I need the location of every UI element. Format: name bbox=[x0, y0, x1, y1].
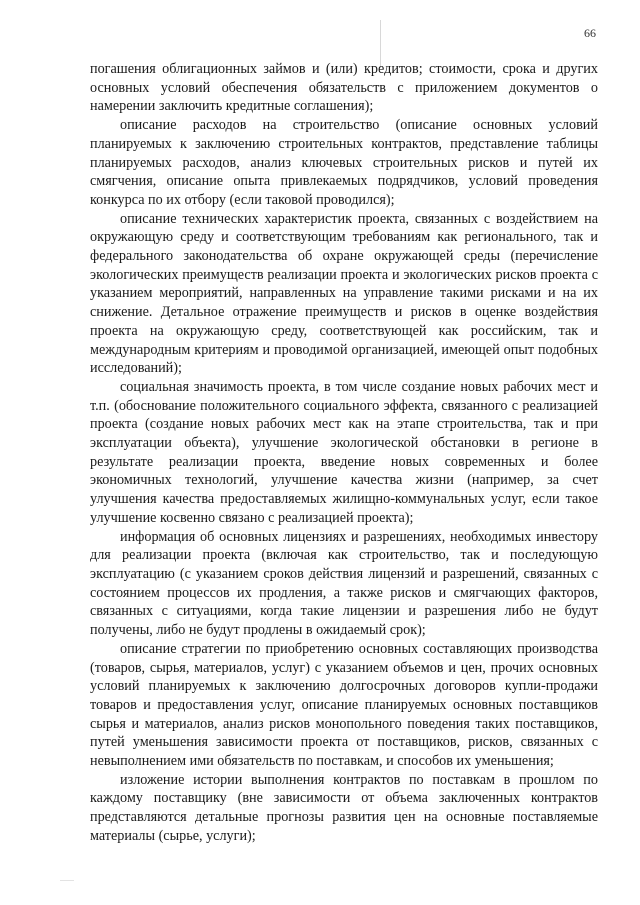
paragraph: погашения облигационных займов и (или) кредитов; стоимости, срока и других основных условий обеспечения обязательств с приложением документов о намерении заключить кредитные соглашения); bbox=[90, 61, 598, 115]
scan-artifact bbox=[60, 880, 74, 881]
paragraph: описание технических характеристик проекта, связанных с воздействием на окружающую среду и соответствующим требованиям как регионального, так и федерального законодательства об охране окружающей среды (перечисление экологических преимуществ реализации проекта и экологических рисков проекта с указанием мероприятий, направленных на управление такими рисками и на их снижение. Детальное отражение преимуществ и рисков в оценке воздействия проекта на окружающую среду, соответствующей как российским, так и международным критериям и проводимой организацией, имеющей опыт подобных исследований); bbox=[90, 210, 598, 377]
paragraph: описание стратегии по приобретению основных составляющих производства (товаров, сырья, материалов, услуг) с указанием объемов и цен, прочих основных условий планируемых к заключению долгосрочных договоров купли-продажи товаров и предоставления услуг, описание планируемых основных поставщиков сырья и материалов, анализ рисков монопольного поведения таких поставщиков, путей уменьшения зависимости проекта от поставщиков, рисков, связанных с невыполнением ими обязательств по поставкам, и способов их уменьшения; bbox=[90, 640, 598, 770]
paragraph: социальная значимость проекта, в том числе создание новых рабочих мест и т.п. (обоснование положительного социального эффекта, связанного с реализацией проекта (создание новых рабочих мест как на этапе строительства, так и при эксплуатации объекта), улучшение экологической обстановки в регионе в результате реализации проекта, введение новых современных и более экономичных технологий, улучшение качества жизни (например, за счет улучшения качества предоставляемых жилищно-коммунальных услуг, если такое улучшение косвенно связано с реализацией проекта); bbox=[90, 378, 598, 526]
paragraph: информация об основных лицензиях и разрешениях, необходимых инвестору для реализации проекта (включая как строительство, так и последующую эксплуатацию (с указанием сроков действия лицензий и разрешений, связанных с состоянием процессов их продления, а также рисков и смягчающих факторов, связанных с ситуациями, когда такие лицензии и разрешения либо не будут получены, либо не будут продлены в ожидаемый срок); bbox=[90, 528, 598, 639]
body-text bbox=[90, 60, 598, 846]
page-number: 66 bbox=[584, 26, 596, 40]
paragraph: описание расходов на строительство (описание основных условий планируемых к заключению строительных контрактов, представление таблицы планируемых расходов, анализ ключевых строительных рисков и путей их смягчения, описание опыта привлекаемых подрядчиков, условий проведения конкурса по их отбору (если таковой проводился); bbox=[90, 117, 598, 208]
paragraph: изложение истории выполнения контрактов по поставкам в прошлом по каждому поставщику (вне зависимости от объема заключенных контрактов представляются детальные прогнозы развития цен на основные поставляемые материалы (сырье, услуги); bbox=[90, 771, 598, 844]
